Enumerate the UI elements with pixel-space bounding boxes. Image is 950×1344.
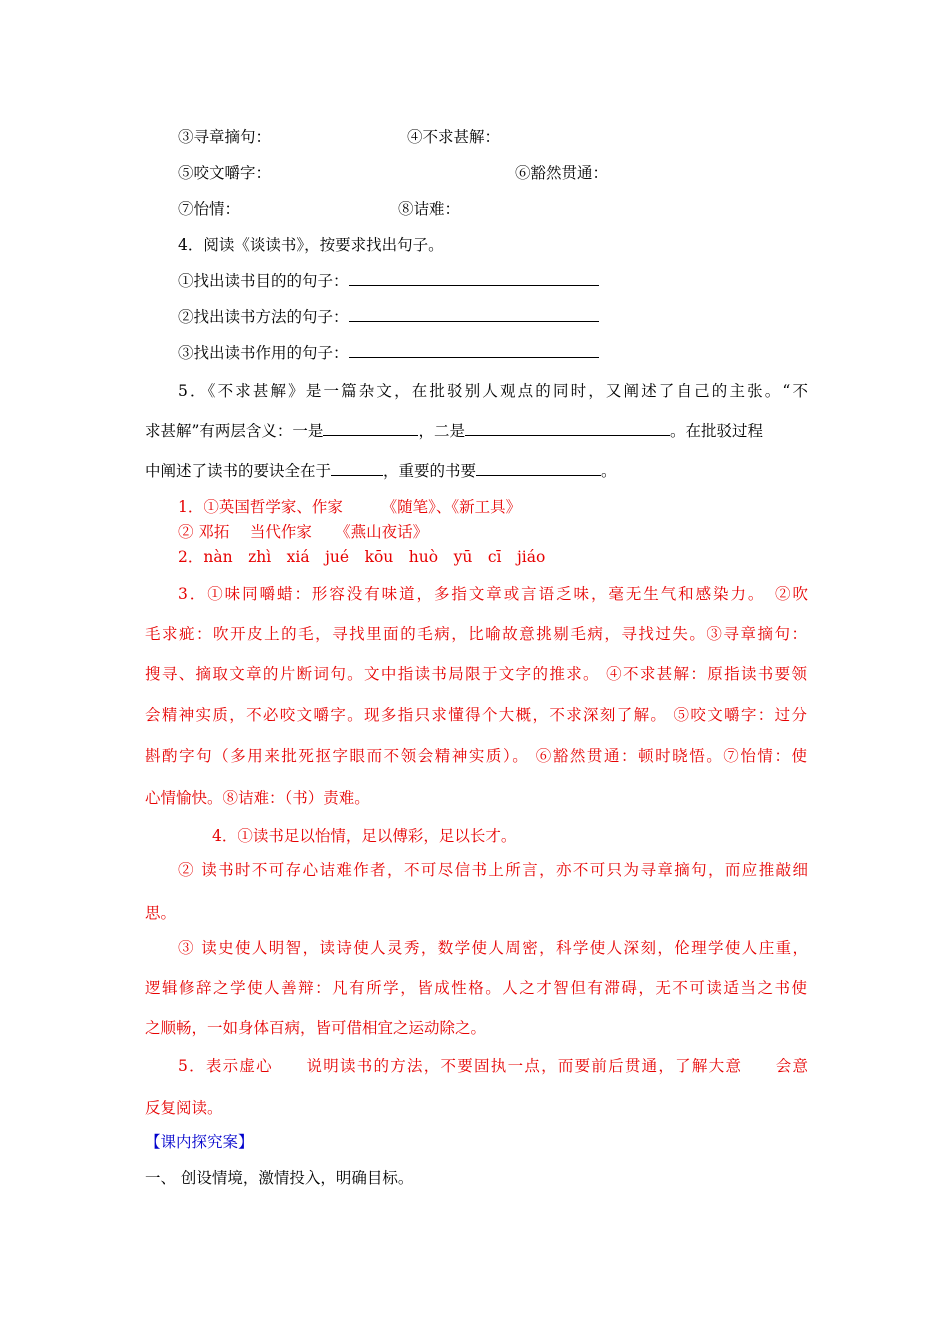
answer-4-3-line-2: 逻辑修辞之学使人善辩：凡有所学，皆成性格。人之才智但有滞碍，无不可读适当之书使 (145, 979, 807, 997)
q5-text: ，二是 (418, 422, 465, 440)
q4-prompt: 4．阅读《谈读书》，按要求找出句子。 (178, 236, 444, 254)
q4-sub-2-label: ②找出读书方法的句子： (178, 308, 349, 326)
answer-blank[interactable] (349, 307, 599, 322)
q5-line-1: 5．《不求甚解》是一篇杂文，在批驳别人观点的同时，又阐述了自己的主张。“不 (178, 382, 808, 400)
q5-line-2 (145, 421, 763, 441)
answer-3-line-4: 会精神实质，不必咬文嚼字。现多指只求懂得个大概，不求深刻了解。 ⑤咬文嚼字：过分 (145, 706, 807, 724)
answer-blank[interactable] (323, 421, 418, 436)
answer-4-2-line-1: ② 读书时不可存心诘难作者，不可尽信书上所言，亦不可只为寻章摘句，而应推敲细 (178, 861, 808, 879)
q4-sub-3-label: ③找出读书作用的句子： (178, 344, 349, 362)
answer-blank[interactable] (349, 271, 599, 286)
answer-5-line-2: 反复阅读。 (145, 1099, 223, 1117)
answer-4-3-line-3: 之顺畅，一如身体百病，皆可借相宜之运动除之。 (145, 1019, 487, 1037)
answer-4-3-line-1: ③ 读史使人明智，读诗使人灵秀，数学使人周密，科学使人深刻，伦理学使人庄重， (178, 939, 808, 957)
section-step-1: 一、 创设情境，激情投入，明确目标。 (145, 1169, 414, 1187)
answer-2: 2．nàn zhì xiá jué kōu huò yū cī jiáo (178, 548, 546, 566)
answer-3-line-5: 斟酌字句（多用来批死抠字眼而不领会精神实质）。 ⑥豁然贯通：顿时晓悟。⑦怡情：使 (145, 747, 807, 765)
q5-text: 中阐述了读书的要诀全在于 (145, 462, 332, 480)
answer-1-line-2: ② 邓拓 当代作家 《燕山夜话》 (178, 523, 429, 541)
q4-sub-2 (178, 307, 599, 327)
q3-item-7: ⑦怡情： (178, 200, 241, 218)
q5-text: 。在批驳过程 (669, 422, 763, 440)
q5-text: 求甚解”有两层含义：一是 (145, 422, 324, 440)
q5-line-3 (145, 461, 617, 481)
answer-5-line-1: 5．表示虚心 说明读书的方法，不要固执一点，而要前后贯通，了解大意 会意 (178, 1057, 808, 1075)
answer-3-line-1: 3．①味同嚼蜡：形容没有味道，多指文章或言语乏味，毫无生气和感染力。 ②吹 (178, 585, 808, 603)
q3-item-6: ⑥豁然贯通： (515, 164, 609, 182)
q3-item-3: ③寻章摘句： (178, 128, 272, 146)
answer-blank[interactable] (331, 461, 383, 476)
q3-item-8: ⑧诘难： (398, 200, 461, 218)
section-heading: 【课内探究案】 (145, 1133, 254, 1151)
q5-text: 。 (601, 462, 617, 480)
answer-1-line-1: 1．①英国哲学家、作家 《随笔》、《新工具》 (178, 498, 522, 516)
answer-blank[interactable] (465, 421, 670, 436)
q3-item-4: ④不求甚解： (407, 128, 501, 146)
q3-item-5: ⑤咬文嚼字： (178, 164, 272, 182)
answer-3-line-3: 搜寻、摘取文章的片断词句。文中指读书局限于文字的推求。 ④不求甚解：原指读书要领 (145, 665, 807, 683)
answer-3-line-6: 心情愉快。⑧诘难：（书）责难。 (145, 789, 370, 807)
q5-text: ，重要的书要 (383, 462, 477, 480)
q4-sub-1-label: ①找出读书目的的句子： (178, 272, 349, 290)
answer-3-line-2: 毛求疵：吹开皮上的毛，寻找里面的毛病，比喻故意挑剔毛病，寻找过失。③寻章摘句： (145, 625, 807, 643)
q4-sub-1 (178, 271, 599, 291)
answer-blank[interactable] (349, 343, 599, 358)
answer-4-line-1: 4．①读书足以怡情，足以傅彩，足以长才。 (212, 827, 517, 845)
q4-sub-3 (178, 343, 599, 363)
answer-4-2-line-2: 思。 (145, 904, 177, 922)
answer-blank[interactable] (476, 461, 601, 476)
